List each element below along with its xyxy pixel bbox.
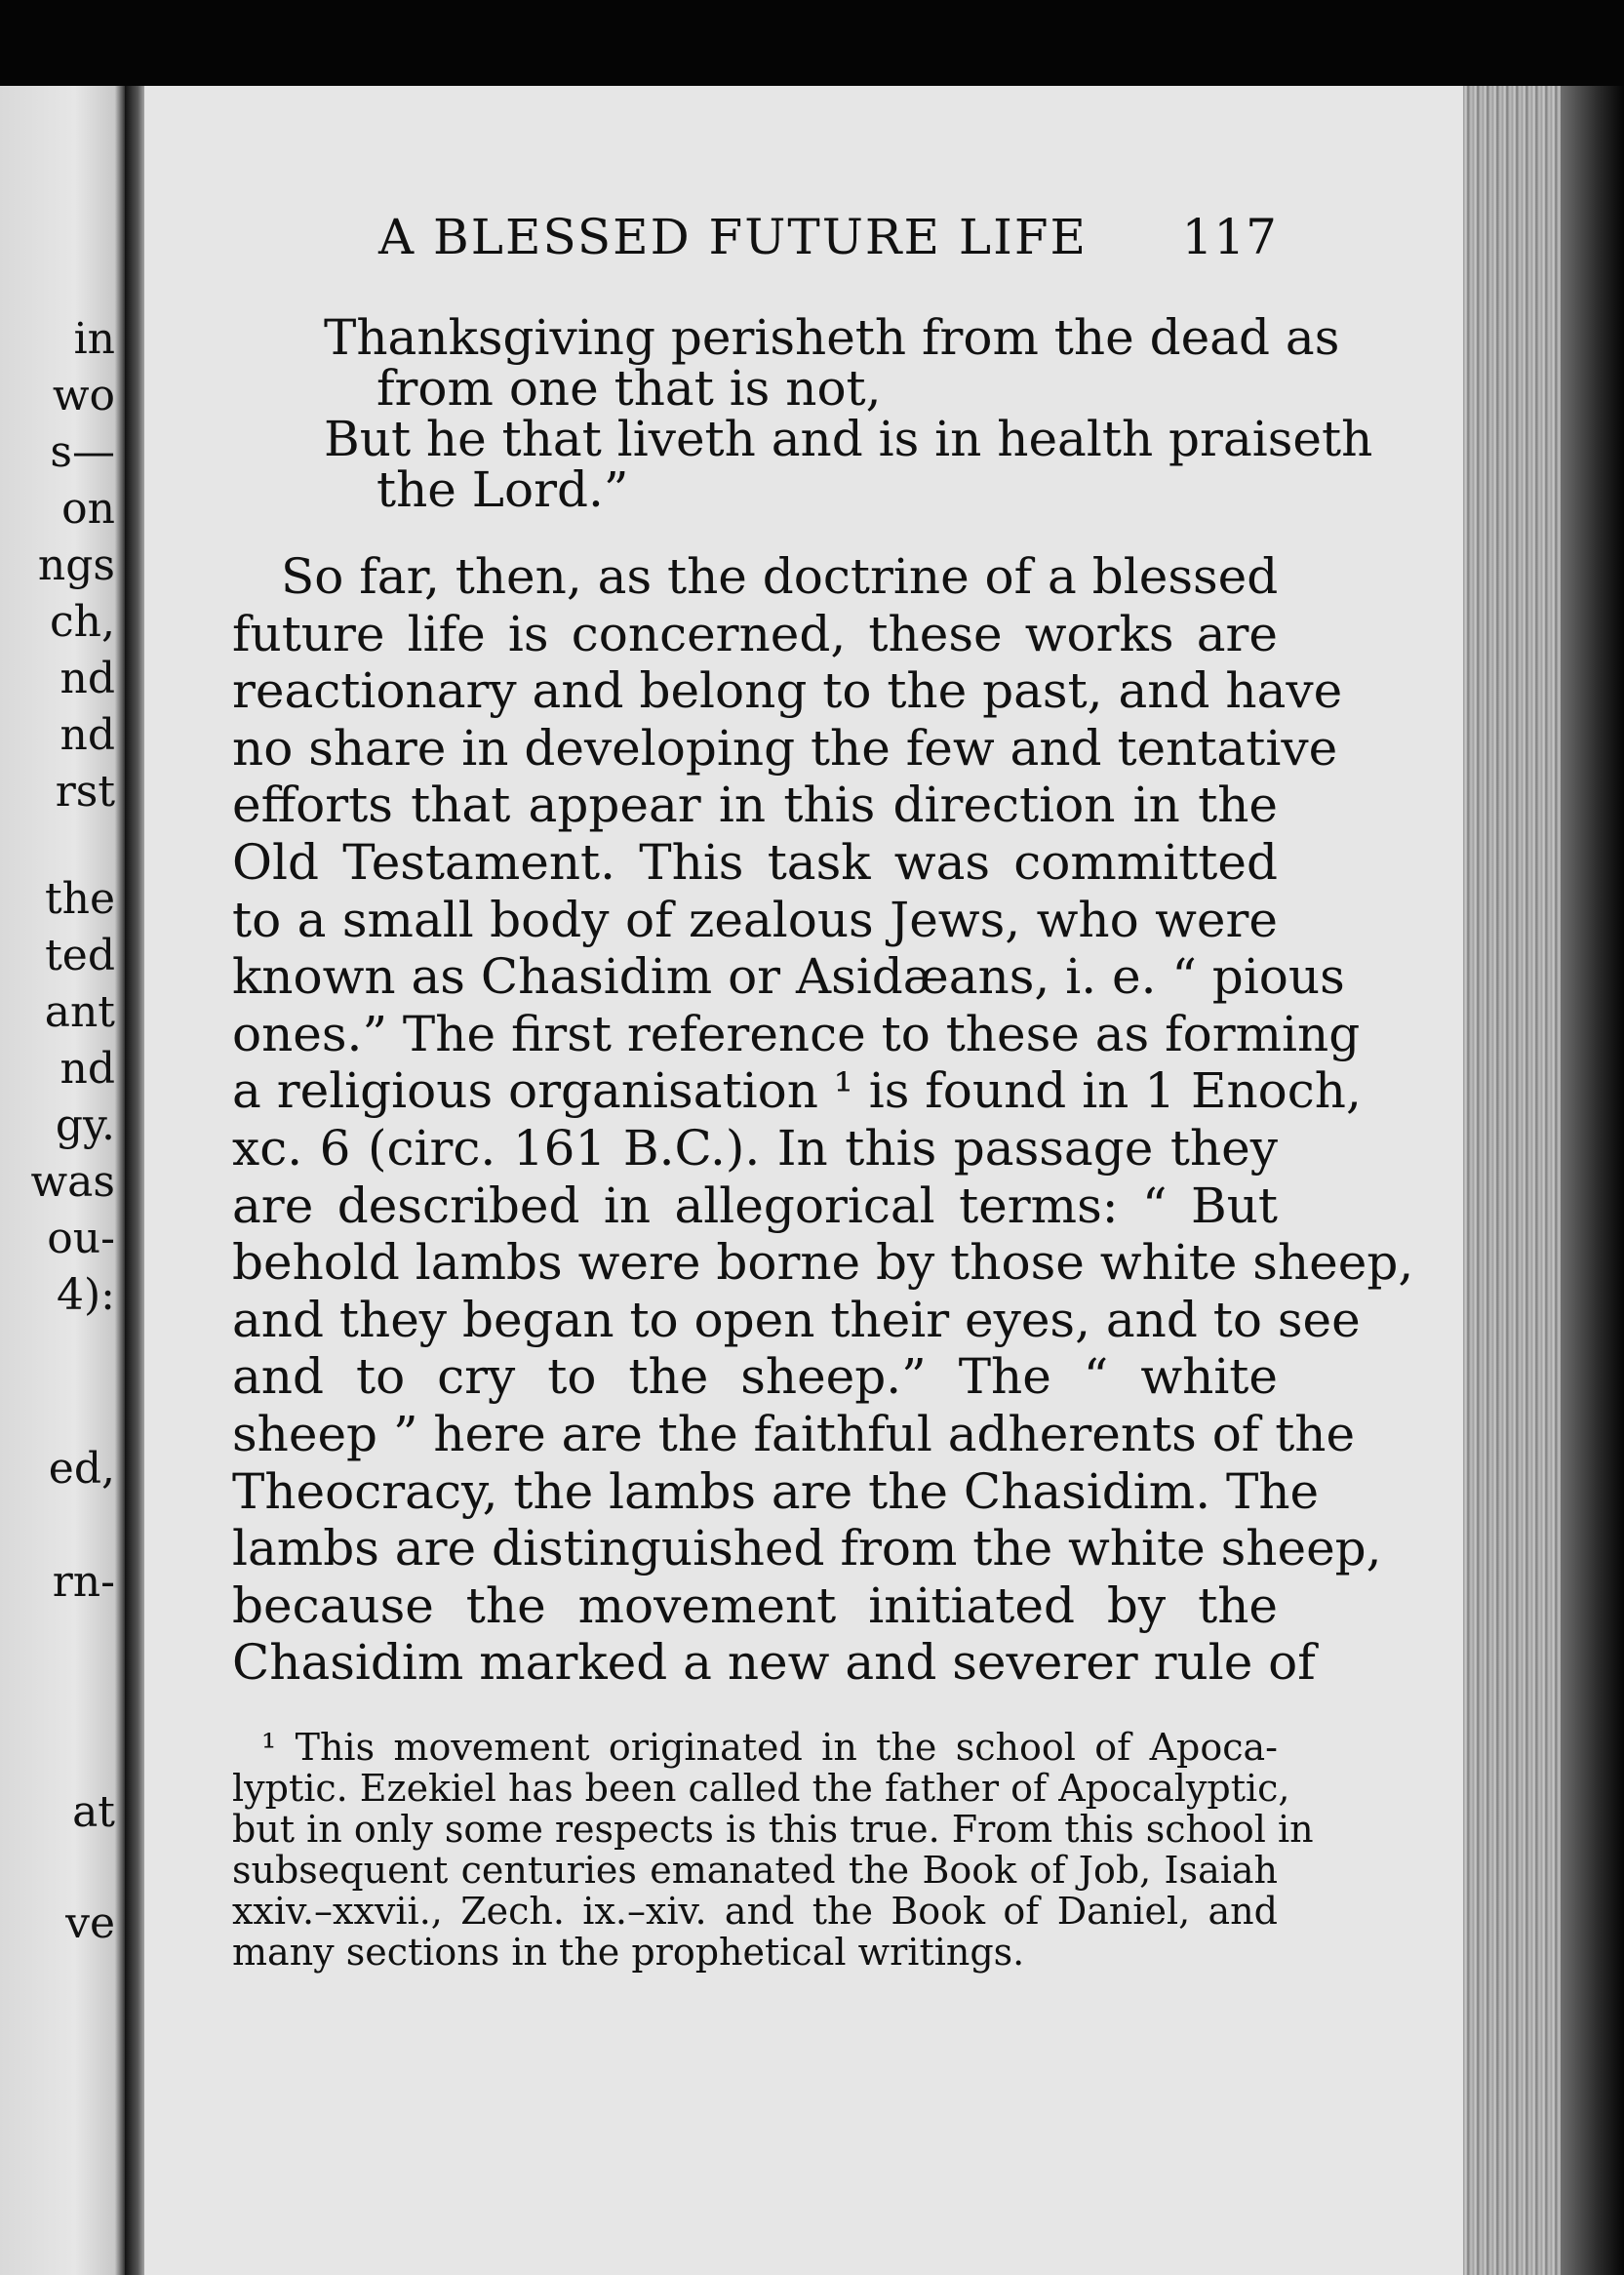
left-fragment: ed,: [48, 1444, 115, 1494]
page-number: 117: [1181, 209, 1278, 265]
footnote-line: subsequent centuries emanated the Book of Job, Isaiah: [232, 1849, 1278, 1892]
body-line: a religious organisation ¹ is found in 1 Enoch,: [232, 1062, 1362, 1120]
left-fragment: in: [73, 314, 115, 364]
left-fragment: wo: [52, 371, 115, 420]
left-fragment: 4):: [57, 1270, 115, 1320]
body-line: and to cry to the sheep.” The “ white: [232, 1348, 1278, 1406]
body-line: to a small body of zealous Jews, who were: [232, 891, 1278, 948]
left-fragment: at: [72, 1787, 115, 1837]
quote-line: from one that is not,: [376, 360, 882, 417]
footnote-line: ¹ This movement originated in the school of Apoca-: [261, 1726, 1278, 1769]
body-line: because the movement initiated by the: [232, 1577, 1278, 1634]
body-line: are described in allegorical terms: “ But: [232, 1177, 1278, 1234]
body-line: ones.” The first reference to these as forming: [232, 1005, 1361, 1062]
quote-line: the Lord.”: [376, 461, 629, 518]
body-line: sheep ” here are the faithful adherents of the: [232, 1405, 1356, 1462]
left-fragment: ou-: [47, 1214, 115, 1263]
body-line: xc. 6 (circ. 161 B.C.). In this passage they: [232, 1119, 1278, 1177]
verse-quotation: [324, 309, 1373, 518]
running-head: [378, 209, 1278, 265]
footnote: [232, 1726, 1314, 1974]
left-fragment: ted: [45, 931, 115, 980]
footnote-line: lyptic. Ezekiel has been called the father of Apocalyptic,: [232, 1767, 1290, 1810]
left-fragment: nd: [59, 654, 115, 703]
left-fragment: was: [30, 1157, 115, 1207]
body-line: known as Chasidim or Asidæans, i. e. “ pious: [232, 948, 1345, 1006]
gutter-shadow: [125, 86, 146, 2275]
body-line: reactionary and belong to the past, and have: [232, 662, 1343, 720]
body-line: Chasidim marked a new and severer rule of: [232, 1634, 1316, 1692]
body-line: lambs are distinguished from the white sheep,: [232, 1520, 1382, 1577]
footnote-line: but in only some respects is this true. From this school in: [232, 1808, 1314, 1851]
body-line: efforts that appear in this direction in the: [232, 777, 1278, 834]
left-fragment: gy.: [55, 1100, 115, 1150]
left-fragment: on: [61, 484, 115, 534]
body-line: So far, then, as the doctrine of a blessed: [281, 548, 1279, 605]
previous-page-edge: [0, 86, 125, 2275]
left-fragment: nd: [59, 710, 115, 760]
left-fragment: rst: [55, 767, 115, 817]
left-fragment: rn-: [52, 1557, 115, 1607]
page-edges-shadow: [1561, 86, 1624, 2275]
body-line: Old Testament. This task was committed: [232, 833, 1278, 891]
body-line: future life is concerned, these works are: [232, 605, 1278, 662]
quote-line: But he that liveth and is in health praiseth: [324, 411, 1373, 467]
left-fragment: ngs: [37, 540, 115, 590]
left-fragment: s—: [50, 427, 115, 477]
body-line: and they began to open their eyes, and to see: [232, 1291, 1361, 1348]
left-fragment: nd: [59, 1044, 115, 1094]
body-paragraph: [232, 548, 1414, 1692]
running-head-title: A BLESSED FUTURE LIFE: [378, 209, 1089, 265]
left-fragment: ch,: [50, 597, 115, 647]
footnote-line: many sections in the prophetical writings.: [232, 1931, 1025, 1974]
footnote-line: xxiv.–xxvii., Zech. ix.–xiv. and the Book of Daniel, and: [232, 1890, 1278, 1933]
quote-line: Thanksgiving perisheth from the dead as: [324, 309, 1340, 366]
body-line: behold lambs were borne by those white sheep,: [232, 1234, 1414, 1292]
left-fragment: ant: [44, 987, 115, 1037]
body-line: Theocracy, the lambs are the Chasidim. The: [232, 1462, 1320, 1520]
left-fragment: the: [44, 874, 115, 924]
body-line: no share in developing the few and tentative: [232, 719, 1338, 777]
left-fragment: ve: [65, 1898, 115, 1948]
